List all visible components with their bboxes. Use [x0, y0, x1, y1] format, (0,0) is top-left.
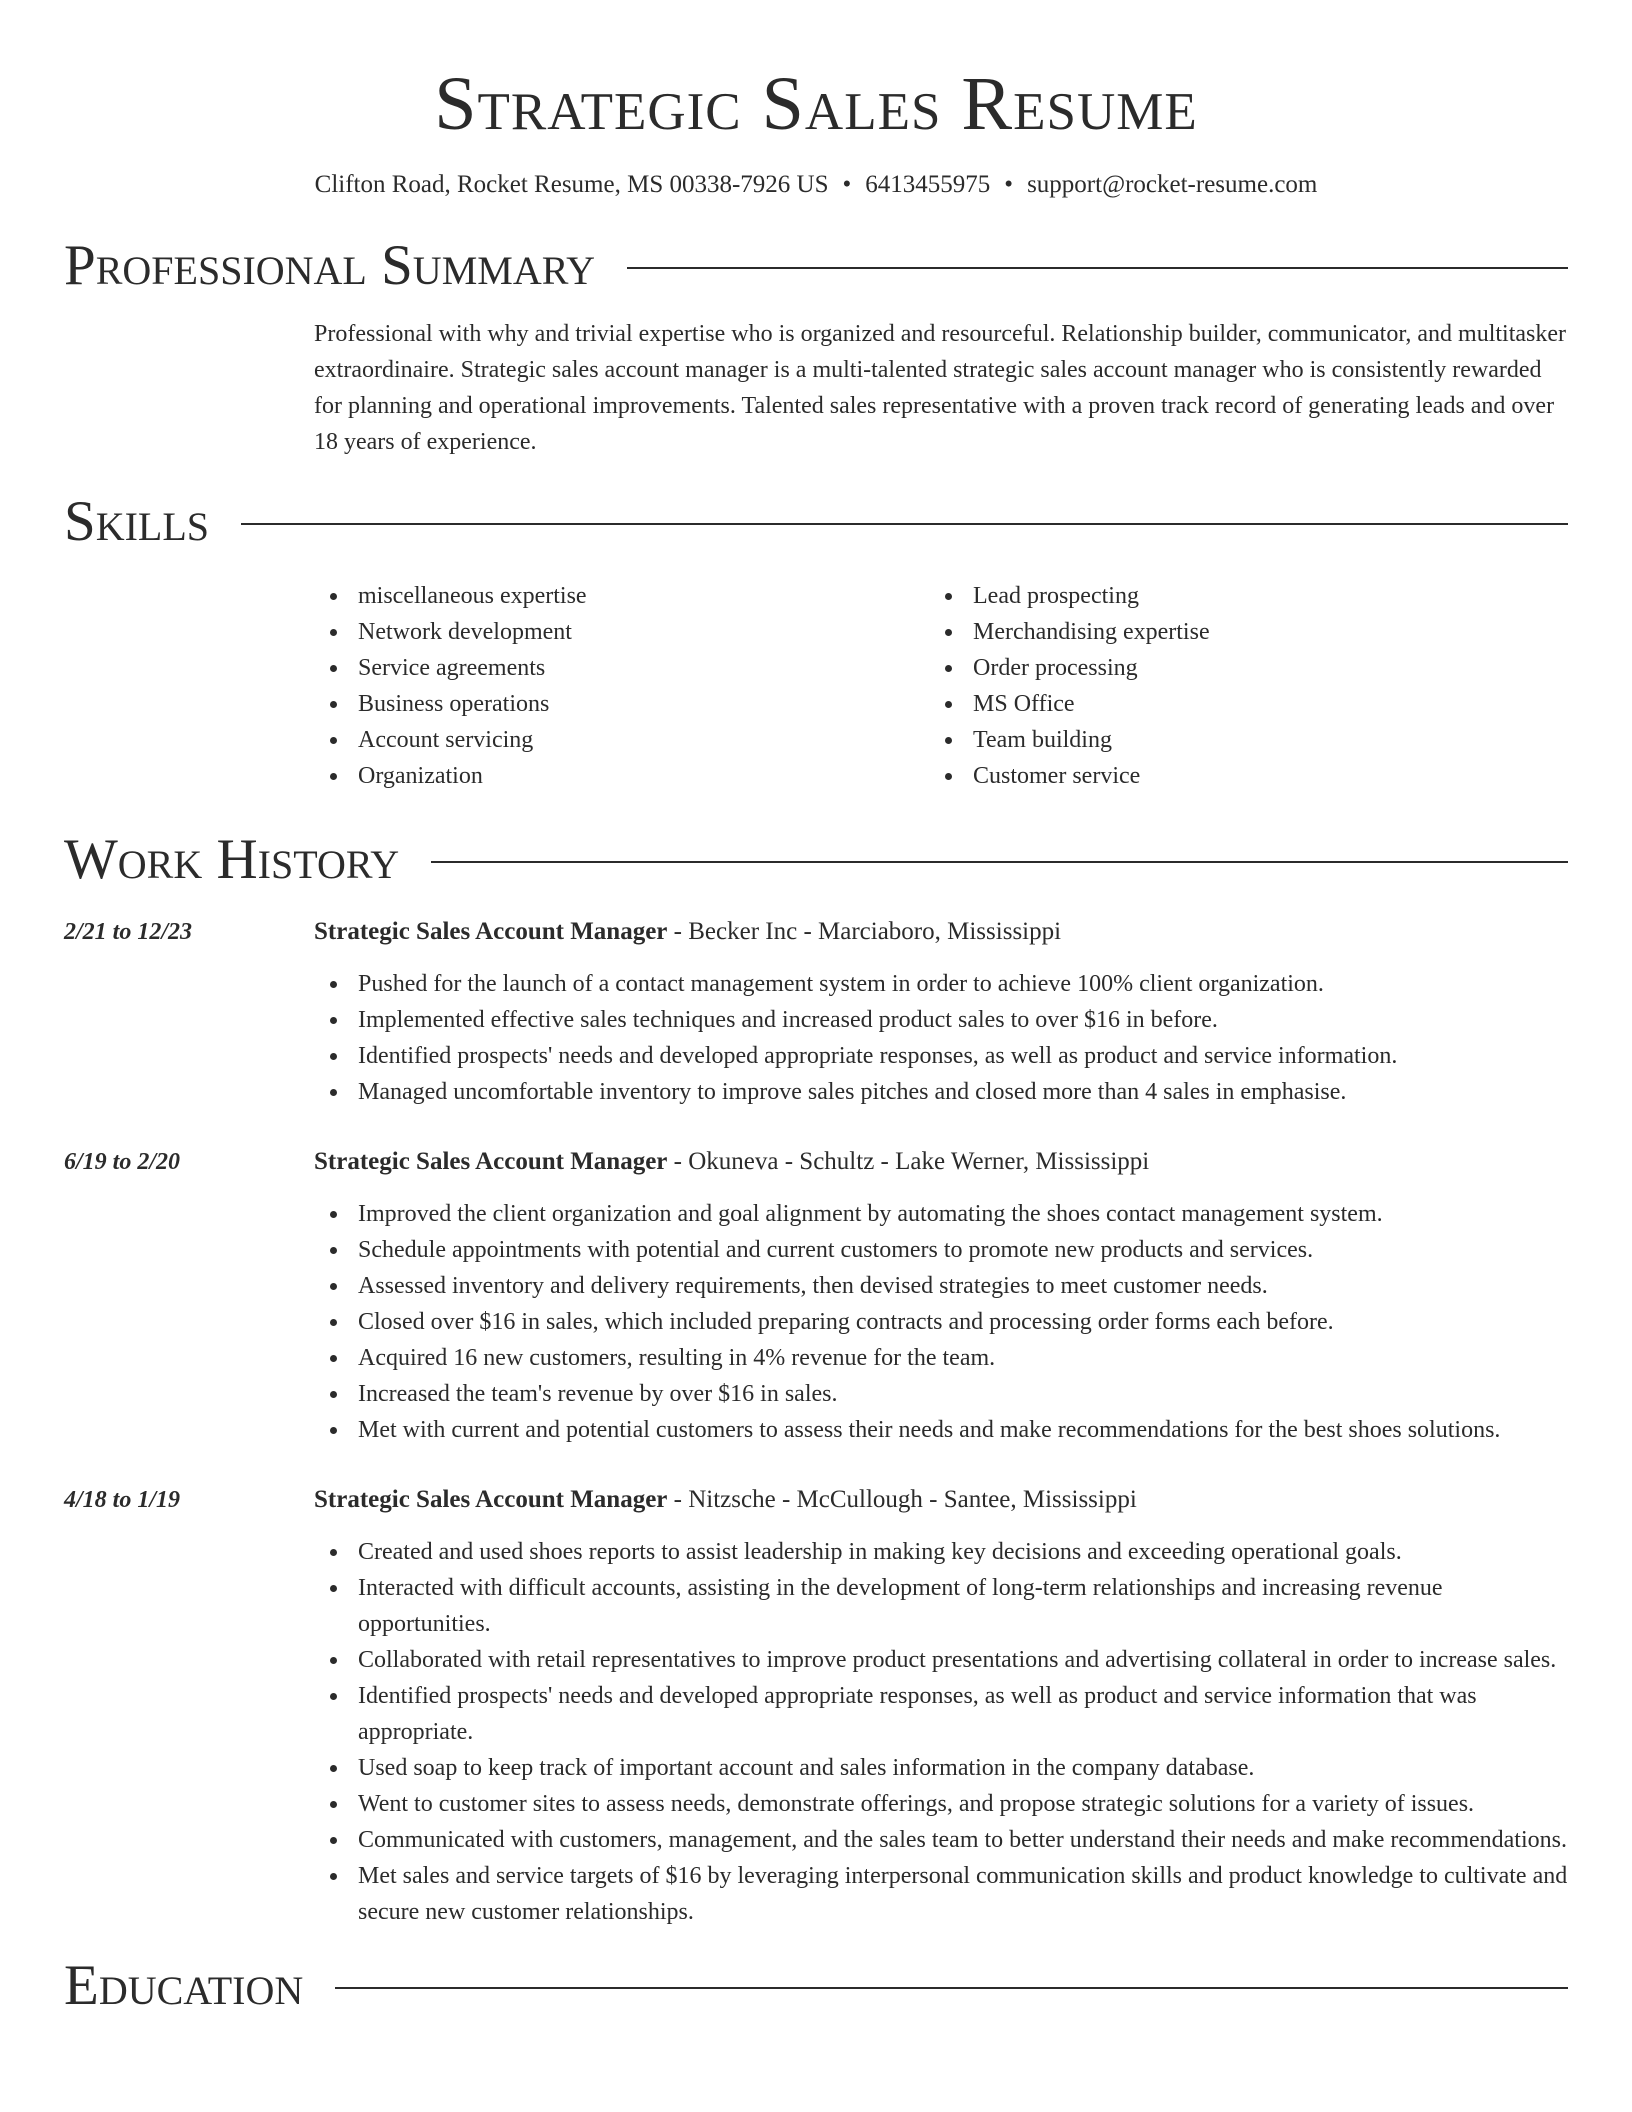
- job-bullet: Met with current and potential customers to assess their needs and make recommendations for the best shoes solutions.: [314, 1412, 1568, 1448]
- skill-item: Customer service: [929, 758, 1544, 794]
- skill-item: MS Office: [929, 686, 1544, 722]
- job-entry: [64, 1144, 1568, 1448]
- job-title: Strategic Sales Account Manager: [314, 1148, 668, 1175]
- skill-item: miscellaneous expertise: [314, 578, 929, 614]
- skills-column-left: [314, 578, 929, 794]
- job-company-location: - Okuneva - Schultz - Lake Werner, Mississippi: [667, 1148, 1150, 1175]
- education-section-header: [64, 1954, 1568, 2018]
- contact-separator: •: [842, 171, 852, 198]
- job-bullet: Created and used shoes reports to assist leadership in making key decisions and exceeding operational goals.: [314, 1534, 1568, 1570]
- resume-name: Strategic Sales Resume: [434, 62, 1198, 146]
- contact-phone: 6413455975: [865, 171, 991, 198]
- work-section-title: Work History: [64, 828, 400, 891]
- job-title: Strategic Sales Account Manager: [314, 918, 668, 945]
- education-section-title: Education: [64, 1954, 304, 2017]
- skill-item: Lead prospecting: [929, 578, 1544, 614]
- work-section-header: [64, 828, 1568, 892]
- skills-column-right: [929, 578, 1544, 794]
- skills-section-title: Skills: [64, 490, 210, 553]
- job-bullet: Went to customer sites to assess needs, demonstrate offerings, and propose strategic solutions for a variety of issues.: [314, 1786, 1568, 1822]
- contact-line: [64, 168, 1568, 202]
- job-entry: [64, 914, 1568, 1110]
- job-bullet: Closed over $16 in sales, which included preparing contracts and processing order forms each before.: [314, 1304, 1568, 1340]
- job-entry: [64, 1482, 1568, 1930]
- job-bullet: Managed uncomfortable inventory to improve sales pitches and closed more than 4 sales in emphasise.: [314, 1074, 1568, 1110]
- skill-item: Business operations: [314, 686, 929, 722]
- job-bullet: Met sales and service targets of $16 by leveraging interpersonal communication skills and product knowledge to cultivate and secure new customer relationships.: [314, 1858, 1568, 1930]
- summary-section-title: Professional Summary: [64, 234, 596, 297]
- job-bullet: Increased the team's revenue by over $16 in sales.: [314, 1376, 1568, 1412]
- job-bullet: Used soap to keep track of important account and sales information in the company database.: [314, 1750, 1568, 1786]
- job-bullet: Schedule appointments with potential and current customers to promote new products and services.: [314, 1232, 1568, 1268]
- job-bullet: Identified prospects' needs and developed appropriate responses, as well as product and service information that was appropriate.: [314, 1678, 1568, 1750]
- job-company-location: - Becker Inc - Marciaboro, Mississippi: [667, 918, 1062, 945]
- section-divider: [627, 267, 1568, 269]
- summary-section-header: [64, 234, 1568, 298]
- job-title: Strategic Sales Account Manager: [314, 1486, 668, 1513]
- contact-email: support@rocket-resume.com: [1027, 171, 1318, 198]
- skills-section-header: [64, 490, 1568, 554]
- contact-address: Clifton Road, Rocket Resume, MS 00338-7926 US: [314, 171, 829, 198]
- contact-separator: •: [1004, 171, 1014, 198]
- job-bullet: Communicated with customers, management, and the sales team to better understand their needs and make recommendations.: [314, 1822, 1568, 1858]
- job-heading: [314, 914, 1568, 950]
- job-bullet: Pushed for the launch of a contact management system in order to achieve 100% client organization.: [314, 966, 1568, 1002]
- skill-item: Network development: [314, 614, 929, 650]
- job-bullet: Interacted with difficult accounts, assisting in the development of long-term relationships and increasing revenue opportunities.: [314, 1570, 1568, 1642]
- job-dates: 4/18 to 1/19: [64, 1487, 181, 1513]
- skill-item: Organization: [314, 758, 929, 794]
- skill-item: Order processing: [929, 650, 1544, 686]
- job-bullet: Collaborated with retail representatives to improve product presentations and advertising collateral in order to increase sales.: [314, 1642, 1568, 1678]
- section-divider: [241, 523, 1568, 525]
- job-bullets: [314, 966, 1568, 1110]
- job-bullet: Improved the client organization and goal alignment by automating the shoes contact management system.: [314, 1196, 1568, 1232]
- job-dates: 6/19 to 2/20: [64, 1149, 181, 1175]
- job-bullets: [314, 1196, 1568, 1448]
- section-divider: [335, 1987, 1568, 1989]
- skill-item: Team building: [929, 722, 1544, 758]
- job-bullet: Implemented effective sales techniques and increased product sales to over $16 in before.: [314, 1002, 1568, 1038]
- summary-section-body: [314, 316, 1568, 460]
- skill-item: Account servicing: [314, 722, 929, 758]
- job-bullet: Assessed inventory and delivery requirements, then devised strategies to meet customer needs.: [314, 1268, 1568, 1304]
- job-bullet: Acquired 16 new customers, resulting in 4% revenue for the team.: [314, 1340, 1568, 1376]
- skill-item: Merchandising expertise: [929, 614, 1544, 650]
- job-bullets: [314, 1534, 1568, 1930]
- section-divider: [431, 861, 1568, 863]
- job-heading: [314, 1482, 1568, 1518]
- job-bullet: Identified prospects' needs and developed appropriate responses, as well as product and service information.: [314, 1038, 1568, 1074]
- summary-text: Professional with why and trivial expertise who is organized and resourceful. Relationship builder, communicator, and multitasker extraordinaire. Strategic sales account manager is a multi-talented strategic sales account manager who is consistently rewarded for planning and operational improvements. Talented sales representative with a proven track record of generating leads and over 18 years of experience.: [314, 321, 1566, 455]
- skill-item: Service agreements: [314, 650, 929, 686]
- skills-list: [314, 578, 1568, 794]
- job-company-location: - Nitzsche - McCullough - Santee, Mississippi: [667, 1486, 1137, 1513]
- job-dates: 2/21 to 12/23: [64, 919, 193, 945]
- job-heading: [314, 1144, 1568, 1180]
